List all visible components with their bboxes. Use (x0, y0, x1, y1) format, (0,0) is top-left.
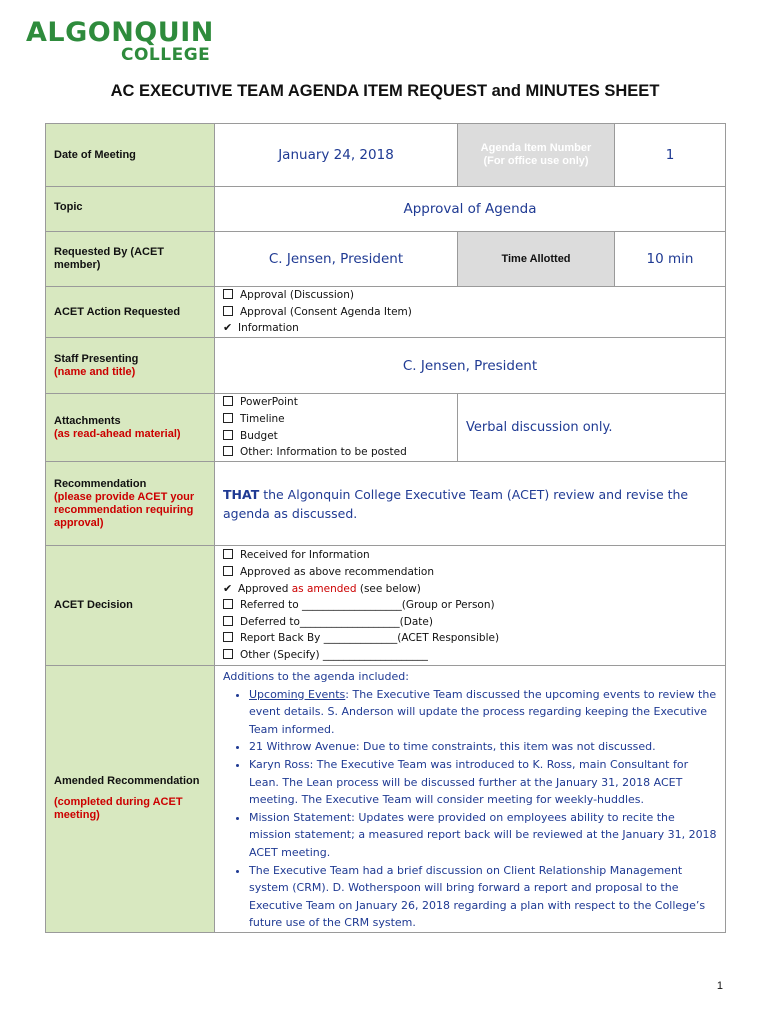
amended-recommendation-text (215, 666, 726, 933)
checkbox-icon (223, 289, 233, 299)
row-staff-presenting (46, 338, 726, 394)
decision-option[interactable]: ✔ Approved as amended (see below) (223, 581, 717, 598)
agenda-item-number-value: 1 (615, 124, 726, 187)
checkbox-icon (223, 649, 233, 659)
action-requested-label: ACET Action Requested (46, 287, 215, 338)
checkbox-icon (223, 446, 233, 456)
checkbox-icon (223, 599, 233, 609)
checkbox-icon (223, 566, 233, 576)
checkmark-icon: ✔ (223, 581, 233, 595)
decision-option[interactable]: Referred to ___________________(Group or Person) (223, 597, 717, 614)
decision-option[interactable]: Deferred to___________________(Date) (223, 614, 717, 631)
attachment-option[interactable]: Budget (223, 428, 449, 445)
decision-option[interactable]: Received for Information (223, 547, 717, 564)
checkbox-icon (223, 413, 233, 423)
attachment-option[interactable]: Timeline (223, 411, 449, 428)
staff-presenting-value: C. Jensen, President (215, 338, 726, 394)
action-requested-options (215, 287, 726, 338)
agenda-item-number-label: Agenda Item Number (For office use only) (458, 124, 615, 187)
checkbox-icon (223, 632, 233, 642)
document-title: AC EXECUTIVE TEAM AGENDA ITEM REQUEST and MINUTES SHEET (110, 82, 660, 100)
list-item: • Upcoming Events: The Executive Team discussed the upcoming events to review the event details. S. Anderson will update the process regarding keeping the Executive Team informed. (249, 686, 717, 739)
row-topic (46, 187, 726, 232)
attachments-label: Attachments (as read-ahead material) (46, 394, 215, 462)
list-item: • Mission Statement: Updates were provided on employees ability to recite the mission statement; a measured report back will be reviewed at the January 31, 2018 ACET meeting. (249, 809, 717, 862)
requested-by-label: Requested By (ACET member) (46, 232, 215, 287)
row-requested-by (46, 232, 726, 287)
time-allotted-value: 10 min (615, 232, 726, 287)
attachments-note: Verbal discussion only. (458, 394, 726, 462)
checkbox-icon (223, 306, 233, 316)
list-item: • The Executive Team had a brief discussion on Client Relationship Management system (CRM). D. Wotherspoon will bring forward a report and proposal to the Executive Team on January 26, 2018 regarding a plan with respect to the College’s future use of the CRM system. (249, 862, 717, 932)
row-action-requested (46, 287, 726, 338)
row-attachments (46, 394, 726, 462)
requested-by-value: C. Jensen, President (215, 232, 458, 287)
list-item: • 21 Withrow Avenue: Due to time constraints, this item was not discussed. (249, 738, 717, 756)
attachment-option[interactable]: PowerPoint (223, 394, 449, 411)
recommendation-text: THAT the Algonquin College Executive Team (ACET) review and revise the agenda as discussed. (215, 462, 726, 546)
row-date-of-meeting (46, 124, 726, 187)
checkbox-icon (223, 430, 233, 440)
algonquin-college-logo (26, 18, 226, 66)
attachments-options (215, 394, 458, 462)
checkbox-icon (223, 549, 233, 559)
row-acet-decision (46, 546, 726, 666)
time-allotted-label: Time Allotted (458, 232, 615, 287)
row-amended-recommendation (46, 666, 726, 933)
amended-recommendation-label: Amended Recommendation (completed during ACET meeting) (46, 666, 215, 933)
row-recommendation (46, 462, 726, 546)
list-item: • Karyn Ross: The Executive Team was introduced to K. Ross, main Consultant for Lean. The Lean process will be discussed further at the January 31, 2018 ACET meeting. The Executive Team will consider meeting for weekly-huddles. (249, 756, 717, 809)
decision-option[interactable]: Report Back By ______________(ACET Responsible) (223, 630, 717, 647)
checkmark-icon: ✔ (223, 321, 233, 335)
acet-decision-options (215, 546, 726, 666)
decision-option[interactable]: Approved as above recommendation (223, 564, 717, 581)
topic-label: Topic (46, 187, 215, 232)
logo-line-1: ALGONQUIN (26, 17, 214, 48)
decision-option[interactable]: Other (Specify) ____________________ (223, 647, 717, 664)
logo-line-2: COLLEGE (121, 45, 211, 65)
action-option[interactable]: Approval (Consent Agenda Item) (223, 304, 717, 321)
acet-decision-label: ACET Decision (46, 546, 215, 666)
action-option[interactable]: Approval (Discussion) (223, 287, 717, 304)
checkbox-icon (223, 616, 233, 626)
action-option[interactable]: ✔ Information (223, 320, 717, 337)
agenda-request-table (45, 123, 726, 933)
staff-presenting-label: Staff Presenting (name and title) (46, 338, 215, 394)
date-of-meeting-value: January 24, 2018 (215, 124, 458, 187)
attachment-option[interactable]: Other: Information to be posted (223, 444, 449, 461)
checkbox-icon (223, 396, 233, 406)
topic-value: Approval of Agenda (215, 187, 726, 232)
amended-items-list (223, 686, 717, 932)
amended-intro: Additions to the agenda included: (223, 670, 409, 683)
page-number: 1 (716, 980, 723, 992)
date-of-meeting-label: Date of Meeting (46, 124, 215, 187)
recommendation-label: Recommendation (please provide ACET your recommendation requiring approval) (46, 462, 215, 546)
